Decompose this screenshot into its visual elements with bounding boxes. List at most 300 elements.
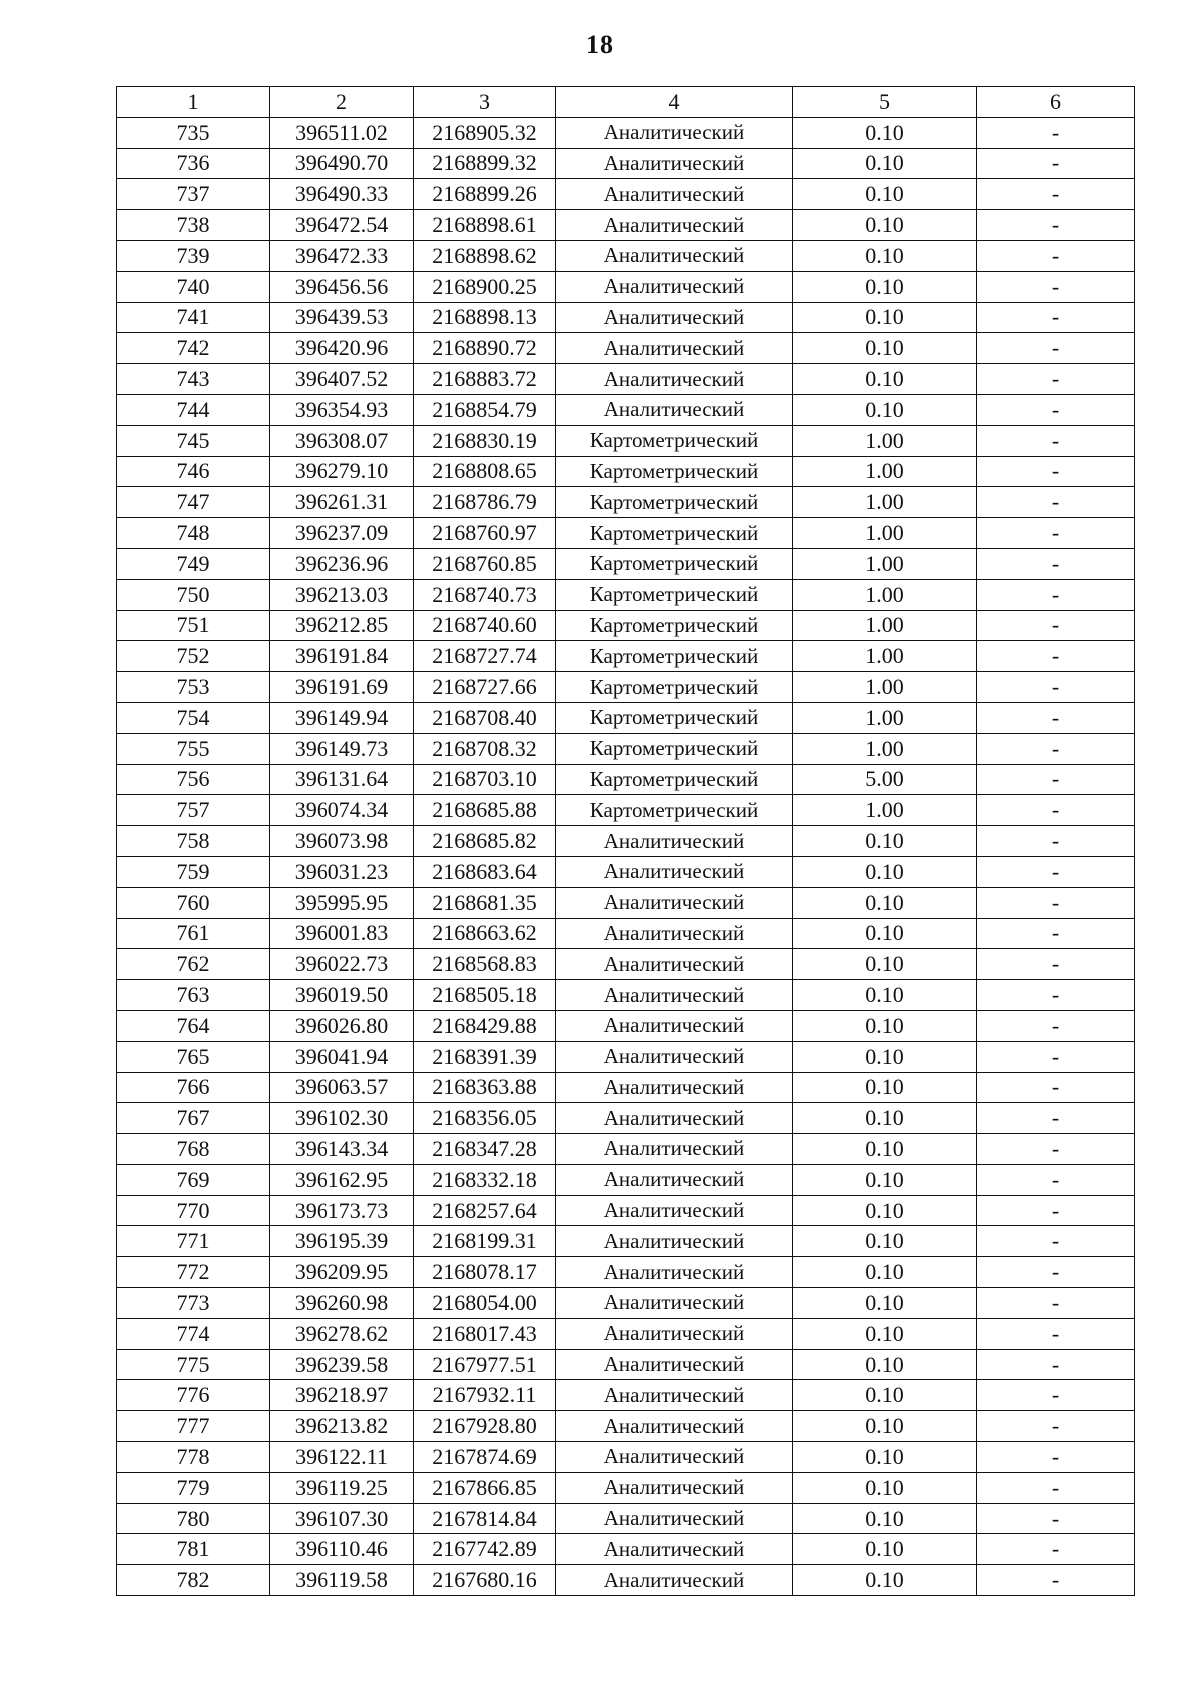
x-coordinate-cell: 396490.33 <box>270 179 414 210</box>
note-cell: - <box>977 610 1135 641</box>
accuracy-cell: 0.10 <box>793 179 977 210</box>
y-coordinate-cell: 2168017.43 <box>414 1318 556 1349</box>
point-number-cell: 741 <box>117 302 270 333</box>
method-cell: Картометрический <box>556 518 793 549</box>
x-coordinate-cell: 396041.94 <box>270 1041 414 1072</box>
y-coordinate-cell: 2168898.13 <box>414 302 556 333</box>
note-cell: - <box>977 795 1135 826</box>
point-number-cell: 758 <box>117 826 270 857</box>
method-cell: Аналитический <box>556 210 793 241</box>
method-cell: Аналитический <box>556 1565 793 1596</box>
x-coordinate-cell: 396308.07 <box>270 425 414 456</box>
table-row <box>117 425 1135 456</box>
point-number-cell: 778 <box>117 1442 270 1473</box>
accuracy-cell: 0.10 <box>793 1226 977 1257</box>
method-cell: Картометрический <box>556 456 793 487</box>
note-cell: - <box>977 394 1135 425</box>
table-row <box>117 733 1135 764</box>
accuracy-cell: 1.00 <box>793 518 977 549</box>
method-cell: Аналитический <box>556 333 793 364</box>
point-number-cell: 754 <box>117 702 270 733</box>
header-row <box>117 87 1135 118</box>
point-number-cell: 761 <box>117 918 270 949</box>
x-coordinate-cell: 396022.73 <box>270 949 414 980</box>
note-cell: - <box>977 641 1135 672</box>
note-cell: - <box>977 1164 1135 1195</box>
x-coordinate-cell: 396102.30 <box>270 1103 414 1134</box>
header-col-5: 5 <box>793 87 977 118</box>
point-number-cell: 779 <box>117 1472 270 1503</box>
table-row <box>117 918 1135 949</box>
header-col-6: 6 <box>977 87 1135 118</box>
table-row <box>117 1349 1135 1380</box>
point-number-cell: 768 <box>117 1134 270 1165</box>
table-row <box>117 826 1135 857</box>
accuracy-cell: 0.10 <box>793 1288 977 1319</box>
x-coordinate-cell: 396074.34 <box>270 795 414 826</box>
point-number-cell: 780 <box>117 1503 270 1534</box>
accuracy-cell: 0.10 <box>793 364 977 395</box>
method-cell: Картометрический <box>556 795 793 826</box>
table-row <box>117 240 1135 271</box>
table-row <box>117 548 1135 579</box>
note-cell: - <box>977 672 1135 703</box>
header-col-4: 4 <box>556 87 793 118</box>
method-cell: Аналитический <box>556 1442 793 1473</box>
note-cell: - <box>977 856 1135 887</box>
note-cell: - <box>977 117 1135 148</box>
accuracy-cell: 0.10 <box>793 1565 977 1596</box>
note-cell: - <box>977 1226 1135 1257</box>
table-row <box>117 702 1135 733</box>
accuracy-cell: 0.10 <box>793 394 977 425</box>
point-number-cell: 739 <box>117 240 270 271</box>
header-col-2: 2 <box>270 87 414 118</box>
table-row <box>117 1565 1135 1596</box>
y-coordinate-cell: 2168356.05 <box>414 1103 556 1134</box>
y-coordinate-cell: 2168347.28 <box>414 1134 556 1165</box>
method-cell: Аналитический <box>556 980 793 1011</box>
point-number-cell: 744 <box>117 394 270 425</box>
method-cell: Картометрический <box>556 487 793 518</box>
y-coordinate-cell: 2168900.25 <box>414 271 556 302</box>
table-row <box>117 610 1135 641</box>
method-cell: Аналитический <box>556 949 793 980</box>
point-number-cell: 738 <box>117 210 270 241</box>
accuracy-cell: 0.10 <box>793 271 977 302</box>
method-cell: Аналитический <box>556 1288 793 1319</box>
header-col-1: 1 <box>117 87 270 118</box>
method-cell: Аналитический <box>556 1411 793 1442</box>
header-col-3: 3 <box>414 87 556 118</box>
table-row <box>117 117 1135 148</box>
table-row <box>117 333 1135 364</box>
accuracy-cell: 0.10 <box>793 1503 977 1534</box>
x-coordinate-cell: 396191.84 <box>270 641 414 672</box>
point-number-cell: 767 <box>117 1103 270 1134</box>
point-number-cell: 750 <box>117 579 270 610</box>
method-cell: Аналитический <box>556 394 793 425</box>
point-number-cell: 769 <box>117 1164 270 1195</box>
note-cell: - <box>977 1288 1135 1319</box>
accuracy-cell: 0.10 <box>793 1318 977 1349</box>
y-coordinate-cell: 2167866.85 <box>414 1472 556 1503</box>
accuracy-cell: 0.10 <box>793 240 977 271</box>
accuracy-cell: 1.00 <box>793 610 977 641</box>
table-row <box>117 579 1135 610</box>
y-coordinate-cell: 2168685.88 <box>414 795 556 826</box>
method-cell: Картометрический <box>556 702 793 733</box>
note-cell: - <box>977 1041 1135 1072</box>
table-row <box>117 456 1135 487</box>
table-row <box>117 179 1135 210</box>
x-coordinate-cell: 396407.52 <box>270 364 414 395</box>
note-cell: - <box>977 518 1135 549</box>
y-coordinate-cell: 2168898.62 <box>414 240 556 271</box>
note-cell: - <box>977 1072 1135 1103</box>
x-coordinate-cell: 396261.31 <box>270 487 414 518</box>
x-coordinate-cell: 396511.02 <box>270 117 414 148</box>
table-header <box>117 87 1135 118</box>
y-coordinate-cell: 2168683.64 <box>414 856 556 887</box>
note-cell: - <box>977 487 1135 518</box>
point-number-cell: 781 <box>117 1534 270 1565</box>
point-number-cell: 774 <box>117 1318 270 1349</box>
accuracy-cell: 0.10 <box>793 148 977 179</box>
point-number-cell: 773 <box>117 1288 270 1319</box>
x-coordinate-cell: 396490.70 <box>270 148 414 179</box>
x-coordinate-cell: 396119.25 <box>270 1472 414 1503</box>
x-coordinate-cell: 396195.39 <box>270 1226 414 1257</box>
note-cell: - <box>977 1565 1135 1596</box>
x-coordinate-cell: 396456.56 <box>270 271 414 302</box>
y-coordinate-cell: 2167742.89 <box>414 1534 556 1565</box>
accuracy-cell: 0.10 <box>793 1072 977 1103</box>
accuracy-cell: 0.10 <box>793 210 977 241</box>
x-coordinate-cell: 396472.54 <box>270 210 414 241</box>
table-row <box>117 1257 1135 1288</box>
y-coordinate-cell: 2168708.40 <box>414 702 556 733</box>
table-row <box>117 1472 1135 1503</box>
x-coordinate-cell: 396149.73 <box>270 733 414 764</box>
y-coordinate-cell: 2168883.72 <box>414 364 556 395</box>
point-number-cell: 751 <box>117 610 270 641</box>
note-cell: - <box>977 425 1135 456</box>
accuracy-cell: 0.10 <box>793 949 977 980</box>
table-row <box>117 1442 1135 1473</box>
point-number-cell: 770 <box>117 1195 270 1226</box>
y-coordinate-cell: 2167977.51 <box>414 1349 556 1380</box>
y-coordinate-cell: 2168890.72 <box>414 333 556 364</box>
accuracy-cell: 1.00 <box>793 548 977 579</box>
note-cell: - <box>977 733 1135 764</box>
table-row <box>117 980 1135 1011</box>
x-coordinate-cell: 396173.73 <box>270 1195 414 1226</box>
accuracy-cell: 1.00 <box>793 456 977 487</box>
note-cell: - <box>977 764 1135 795</box>
method-cell: Аналитический <box>556 1103 793 1134</box>
method-cell: Аналитический <box>556 117 793 148</box>
note-cell: - <box>977 826 1135 857</box>
note-cell: - <box>977 887 1135 918</box>
note-cell: - <box>977 579 1135 610</box>
accuracy-cell: 0.10 <box>793 1411 977 1442</box>
table-row <box>117 1226 1135 1257</box>
note-cell: - <box>977 271 1135 302</box>
method-cell: Аналитический <box>556 1380 793 1411</box>
accuracy-cell: 0.10 <box>793 302 977 333</box>
note-cell: - <box>977 1442 1135 1473</box>
x-coordinate-cell: 396149.94 <box>270 702 414 733</box>
point-number-cell: 753 <box>117 672 270 703</box>
point-number-cell: 766 <box>117 1072 270 1103</box>
accuracy-cell: 1.00 <box>793 672 977 703</box>
table-row <box>117 518 1135 549</box>
table-row <box>117 148 1135 179</box>
y-coordinate-cell: 2168760.85 <box>414 548 556 579</box>
note-cell: - <box>977 456 1135 487</box>
accuracy-cell: 0.10 <box>793 1195 977 1226</box>
accuracy-cell: 1.00 <box>793 425 977 456</box>
x-coordinate-cell: 396439.53 <box>270 302 414 333</box>
table-row <box>117 764 1135 795</box>
method-cell: Картометрический <box>556 672 793 703</box>
method-cell: Аналитический <box>556 887 793 918</box>
accuracy-cell: 0.10 <box>793 1010 977 1041</box>
method-cell: Аналитический <box>556 1257 793 1288</box>
table-row <box>117 795 1135 826</box>
point-number-cell: 776 <box>117 1380 270 1411</box>
accuracy-cell: 0.10 <box>793 918 977 949</box>
table-body <box>117 117 1135 1595</box>
y-coordinate-cell: 2168760.97 <box>414 518 556 549</box>
y-coordinate-cell: 2168054.00 <box>414 1288 556 1319</box>
note-cell: - <box>977 240 1135 271</box>
y-coordinate-cell: 2167814.84 <box>414 1503 556 1534</box>
x-coordinate-cell: 396279.10 <box>270 456 414 487</box>
note-cell: - <box>977 1103 1135 1134</box>
point-number-cell: 775 <box>117 1349 270 1380</box>
page-number: 18 <box>586 30 614 59</box>
table-row <box>117 302 1135 333</box>
accuracy-cell: 1.00 <box>793 795 977 826</box>
table-row <box>117 887 1135 918</box>
note-cell: - <box>977 364 1135 395</box>
x-coordinate-cell: 396031.23 <box>270 856 414 887</box>
point-number-cell: 746 <box>117 456 270 487</box>
note-cell: - <box>977 1472 1135 1503</box>
point-number-cell: 772 <box>117 1257 270 1288</box>
method-cell: Аналитический <box>556 918 793 949</box>
x-coordinate-cell: 396212.85 <box>270 610 414 641</box>
accuracy-cell: 0.10 <box>793 980 977 1011</box>
table-row <box>117 1195 1135 1226</box>
x-coordinate-cell: 396218.97 <box>270 1380 414 1411</box>
note-cell: - <box>977 1134 1135 1165</box>
table-row <box>117 1134 1135 1165</box>
table-row <box>117 271 1135 302</box>
point-number-cell: 764 <box>117 1010 270 1041</box>
y-coordinate-cell: 2168332.18 <box>414 1164 556 1195</box>
y-coordinate-cell: 2168808.65 <box>414 456 556 487</box>
point-number-cell: 763 <box>117 980 270 1011</box>
table-row <box>117 1103 1135 1134</box>
note-cell: - <box>977 1195 1135 1226</box>
accuracy-cell: 5.00 <box>793 764 977 795</box>
point-number-cell: 742 <box>117 333 270 364</box>
x-coordinate-cell: 396019.50 <box>270 980 414 1011</box>
accuracy-cell: 0.10 <box>793 117 977 148</box>
point-number-cell: 748 <box>117 518 270 549</box>
table-row <box>117 672 1135 703</box>
x-coordinate-cell: 396213.03 <box>270 579 414 610</box>
note-cell: - <box>977 333 1135 364</box>
point-number-cell: 745 <box>117 425 270 456</box>
accuracy-cell: 0.10 <box>793 1164 977 1195</box>
x-coordinate-cell: 396110.46 <box>270 1534 414 1565</box>
method-cell: Аналитический <box>556 856 793 887</box>
y-coordinate-cell: 2168078.17 <box>414 1257 556 1288</box>
y-coordinate-cell: 2168568.83 <box>414 949 556 980</box>
x-coordinate-cell: 396354.93 <box>270 394 414 425</box>
note-cell: - <box>977 918 1135 949</box>
y-coordinate-cell: 2167928.80 <box>414 1411 556 1442</box>
method-cell: Аналитический <box>556 179 793 210</box>
y-coordinate-cell: 2167680.16 <box>414 1565 556 1596</box>
y-coordinate-cell: 2168391.39 <box>414 1041 556 1072</box>
y-coordinate-cell: 2168199.31 <box>414 1226 556 1257</box>
y-coordinate-cell: 2168685.82 <box>414 826 556 857</box>
point-number-cell: 743 <box>117 364 270 395</box>
method-cell: Аналитический <box>556 1164 793 1195</box>
x-coordinate-cell: 396191.69 <box>270 672 414 703</box>
x-coordinate-cell: 396119.58 <box>270 1565 414 1596</box>
method-cell: Аналитический <box>556 302 793 333</box>
y-coordinate-cell: 2168727.74 <box>414 641 556 672</box>
y-coordinate-cell: 2168854.79 <box>414 394 556 425</box>
note-cell: - <box>977 1318 1135 1349</box>
x-coordinate-cell: 396162.95 <box>270 1164 414 1195</box>
accuracy-cell: 1.00 <box>793 733 977 764</box>
y-coordinate-cell: 2168830.19 <box>414 425 556 456</box>
accuracy-cell: 1.00 <box>793 702 977 733</box>
note-cell: - <box>977 148 1135 179</box>
table-row <box>117 487 1135 518</box>
point-number-cell: 777 <box>117 1411 270 1442</box>
y-coordinate-cell: 2168703.10 <box>414 764 556 795</box>
y-coordinate-cell: 2168899.26 <box>414 179 556 210</box>
note-cell: - <box>977 1349 1135 1380</box>
x-coordinate-cell: 396278.62 <box>270 1318 414 1349</box>
y-coordinate-cell: 2168740.60 <box>414 610 556 641</box>
x-coordinate-cell: 396209.95 <box>270 1257 414 1288</box>
coordinates-table <box>116 86 1135 1596</box>
x-coordinate-cell: 395995.95 <box>270 887 414 918</box>
accuracy-cell: 0.10 <box>793 1472 977 1503</box>
accuracy-cell: 0.10 <box>793 1349 977 1380</box>
table-row <box>117 1534 1135 1565</box>
y-coordinate-cell: 2168257.64 <box>414 1195 556 1226</box>
table-row <box>117 1164 1135 1195</box>
point-number-cell: 737 <box>117 179 270 210</box>
table-row <box>117 1318 1135 1349</box>
x-coordinate-cell: 396420.96 <box>270 333 414 364</box>
x-coordinate-cell: 396213.82 <box>270 1411 414 1442</box>
y-coordinate-cell: 2168663.62 <box>414 918 556 949</box>
y-coordinate-cell: 2168899.32 <box>414 148 556 179</box>
accuracy-cell: 0.10 <box>793 1041 977 1072</box>
note-cell: - <box>977 1380 1135 1411</box>
point-number-cell: 760 <box>117 887 270 918</box>
x-coordinate-cell: 396143.34 <box>270 1134 414 1165</box>
method-cell: Аналитический <box>556 1226 793 1257</box>
point-number-cell: 735 <box>117 117 270 148</box>
x-coordinate-cell: 396237.09 <box>270 518 414 549</box>
y-coordinate-cell: 2168363.88 <box>414 1072 556 1103</box>
y-coordinate-cell: 2168681.35 <box>414 887 556 918</box>
point-number-cell: 771 <box>117 1226 270 1257</box>
accuracy-cell: 0.10 <box>793 1257 977 1288</box>
method-cell: Аналитический <box>556 1010 793 1041</box>
table-row <box>117 1072 1135 1103</box>
x-coordinate-cell: 396107.30 <box>270 1503 414 1534</box>
table-row <box>117 364 1135 395</box>
table-row <box>117 1010 1135 1041</box>
note-cell: - <box>977 1257 1135 1288</box>
accuracy-cell: 1.00 <box>793 579 977 610</box>
note-cell: - <box>977 1534 1135 1565</box>
method-cell: Аналитический <box>556 1349 793 1380</box>
note-cell: - <box>977 1010 1135 1041</box>
y-coordinate-cell: 2168740.73 <box>414 579 556 610</box>
point-number-cell: 747 <box>117 487 270 518</box>
y-coordinate-cell: 2168727.66 <box>414 672 556 703</box>
accuracy-cell: 0.10 <box>793 1442 977 1473</box>
table-row <box>117 1411 1135 1442</box>
x-coordinate-cell: 396063.57 <box>270 1072 414 1103</box>
x-coordinate-cell: 396073.98 <box>270 826 414 857</box>
table-row <box>117 1380 1135 1411</box>
method-cell: Картометрический <box>556 425 793 456</box>
note-cell: - <box>977 949 1135 980</box>
table-row <box>117 394 1135 425</box>
y-coordinate-cell: 2168898.61 <box>414 210 556 241</box>
point-number-cell: 749 <box>117 548 270 579</box>
x-coordinate-cell: 396001.83 <box>270 918 414 949</box>
method-cell: Картометрический <box>556 610 793 641</box>
note-cell: - <box>977 1411 1135 1442</box>
method-cell: Картометрический <box>556 764 793 795</box>
point-number-cell: 756 <box>117 764 270 795</box>
y-coordinate-cell: 2167874.69 <box>414 1442 556 1473</box>
y-coordinate-cell: 2168786.79 <box>414 487 556 518</box>
method-cell: Картометрический <box>556 548 793 579</box>
table-row <box>117 856 1135 887</box>
point-number-cell: 740 <box>117 271 270 302</box>
point-number-cell: 765 <box>117 1041 270 1072</box>
table-row <box>117 641 1135 672</box>
method-cell: Картометрический <box>556 641 793 672</box>
point-number-cell: 752 <box>117 641 270 672</box>
x-coordinate-cell: 396239.58 <box>270 1349 414 1380</box>
accuracy-cell: 1.00 <box>793 487 977 518</box>
method-cell: Аналитический <box>556 826 793 857</box>
note-cell: - <box>977 1503 1135 1534</box>
point-number-cell: 762 <box>117 949 270 980</box>
accuracy-cell: 0.10 <box>793 1134 977 1165</box>
point-number-cell: 755 <box>117 733 270 764</box>
point-number-cell: 757 <box>117 795 270 826</box>
